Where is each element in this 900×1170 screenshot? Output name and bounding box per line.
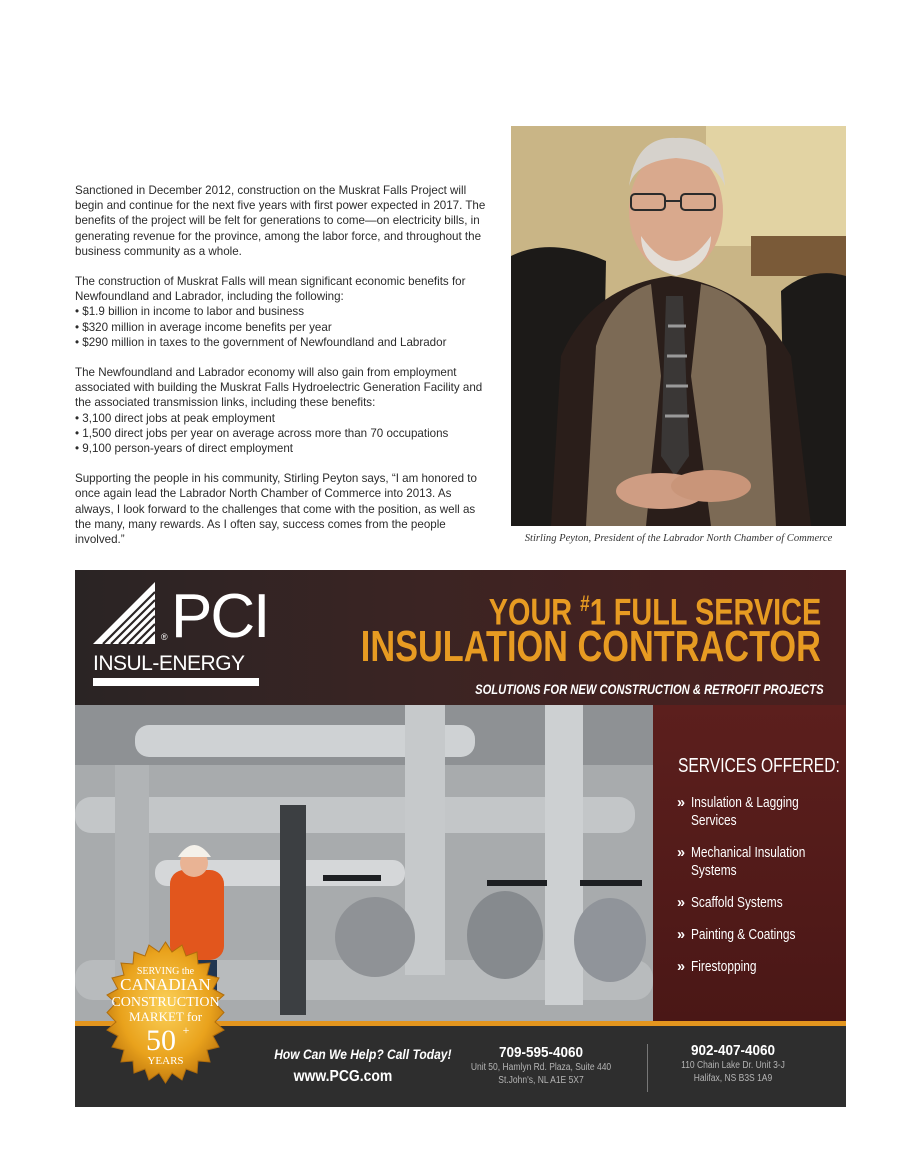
list-item: • 9,100 person-years of direct employment [75, 441, 493, 456]
seal-plus: + [182, 1023, 190, 1037]
registered-mark: ® [161, 632, 168, 642]
service-item [677, 926, 837, 944]
list-item: • $320 million in average income benefits per year [75, 320, 493, 335]
headline-suffix: 1 FULL SERVICE [589, 591, 821, 633]
employment-benefits-list [75, 411, 493, 457]
pci-logo [93, 582, 269, 690]
economic-benefits-block [75, 274, 493, 350]
article-body [75, 183, 493, 562]
office-address-line1: 110 Chain Lake Dr. Unit 3-J [681, 1060, 785, 1071]
seal-line-1: SERVING the [136, 966, 195, 977]
service-item [677, 844, 837, 880]
employment-benefits-intro: The Newfoundland and Labrador economy will also gain from employment associated with building the Muskrat Falls Hydroelectric Generation Facility and the associated transmission links, including these benefits: [75, 366, 483, 410]
chevron-right-icon: » [677, 895, 686, 911]
service-item [677, 894, 837, 912]
chevron-right-icon: » [677, 959, 686, 975]
logo-underline [93, 678, 259, 686]
office-stjohns [456, 1044, 626, 1087]
ad-header [75, 570, 846, 705]
list-item: • $1.9 billion in income to labor and business [75, 304, 493, 319]
seal-line-3: CONSTRUCTION [111, 995, 220, 1010]
employment-benefits-block [75, 365, 493, 456]
photo-caption: Stirling Peyton, President of the Labrador North Chamber of Commerce [524, 533, 833, 544]
chevron-right-icon: » [677, 795, 686, 811]
chevron-right-icon: » [677, 927, 686, 943]
economic-benefits-intro: The construction of Muskrat Falls will mean significant economic benefits for Newfoundland and Labrador, including the following: [75, 275, 466, 304]
article-paragraph-1: Sanctioned in December 2012, construction on the Muskrat Falls Project will begin and continue for the next five years with first power expected in 2017. The benefits of the project will be felt for generations to come—on electricity bills, in generating revenue for the province, among the labor force, and throughout the business community as a whole. [75, 184, 486, 258]
seal-line-2: CANADIAN [120, 975, 211, 994]
logo-stripes-icon [93, 582, 155, 644]
office-halifax [648, 1042, 818, 1085]
service-label: Painting & Coatings [691, 927, 796, 943]
portrait-photo [511, 126, 846, 526]
services-panel [653, 705, 846, 1023]
economic-benefits-list [75, 304, 493, 350]
service-label: Mechanical Insulation Systems [691, 845, 806, 879]
portrait-illustration [511, 126, 846, 526]
list-item: • 1,500 direct jobs per year on average across more than 70 occupations [75, 426, 493, 441]
logo-wordmark: PCI [171, 582, 269, 651]
service-label: Firestopping [691, 959, 757, 975]
seal-number: 50 [146, 1024, 176, 1057]
office-address-line1: Unit 50, Hamlyn Rd. Plaza, Suite 440 [470, 1062, 612, 1073]
office-address-line2: St.John's, NL A1E 5X7 [498, 1075, 584, 1086]
service-item [677, 958, 837, 976]
logo-subtitle: INSUL-ENERGY [93, 652, 245, 675]
services-title: SERVICES OFFERED: [678, 755, 840, 777]
office-phone[interactable]: 902-407-4060 [690, 1042, 776, 1059]
list-item: • 3,100 direct jobs at peak employment [75, 411, 493, 426]
call-to-action [263, 1046, 452, 1086]
office-address-line2: Halifax, NS B3S 1A9 [693, 1073, 773, 1084]
service-item [677, 794, 837, 830]
office-phone[interactable]: 709-595-4060 [498, 1044, 584, 1061]
fifty-years-seal [93, 940, 238, 1085]
headline-line-2: INSULATION CONTRACTOR [360, 622, 821, 671]
pci-advertisement [75, 570, 846, 1107]
service-label: Insulation & Lagging Services [691, 795, 799, 829]
service-label: Scaffold Systems [691, 895, 783, 911]
website-link[interactable]: www.PCG.com [293, 1068, 393, 1085]
article-paragraph-quote: Supporting the people in his community, Stirling Peyton says, “I am honored to once again lead the Labrador North Chamber of Commerce into 2013. As always, I look forward to the challenges that come with the position, as well as the many, many rewards. As I often say, success comes from the people involved.” [75, 472, 477, 547]
seal-line-5: YEARS [147, 1055, 184, 1067]
headline-prefix: YOUR [488, 591, 580, 633]
chevron-right-icon: » [677, 845, 686, 861]
seal-line-4: MARKET for [128, 1009, 203, 1024]
call-prompt: How Can We Help? Call Today! [274, 1046, 452, 1062]
headline-superscript: # [579, 591, 590, 616]
services-list [677, 794, 837, 990]
ad-tagline: SOLUTIONS FOR NEW CONSTRUCTION & RETROFIT PROJECTS [475, 681, 824, 697]
list-item: • $290 million in taxes to the government of Newfoundland and Labrador [75, 335, 493, 350]
